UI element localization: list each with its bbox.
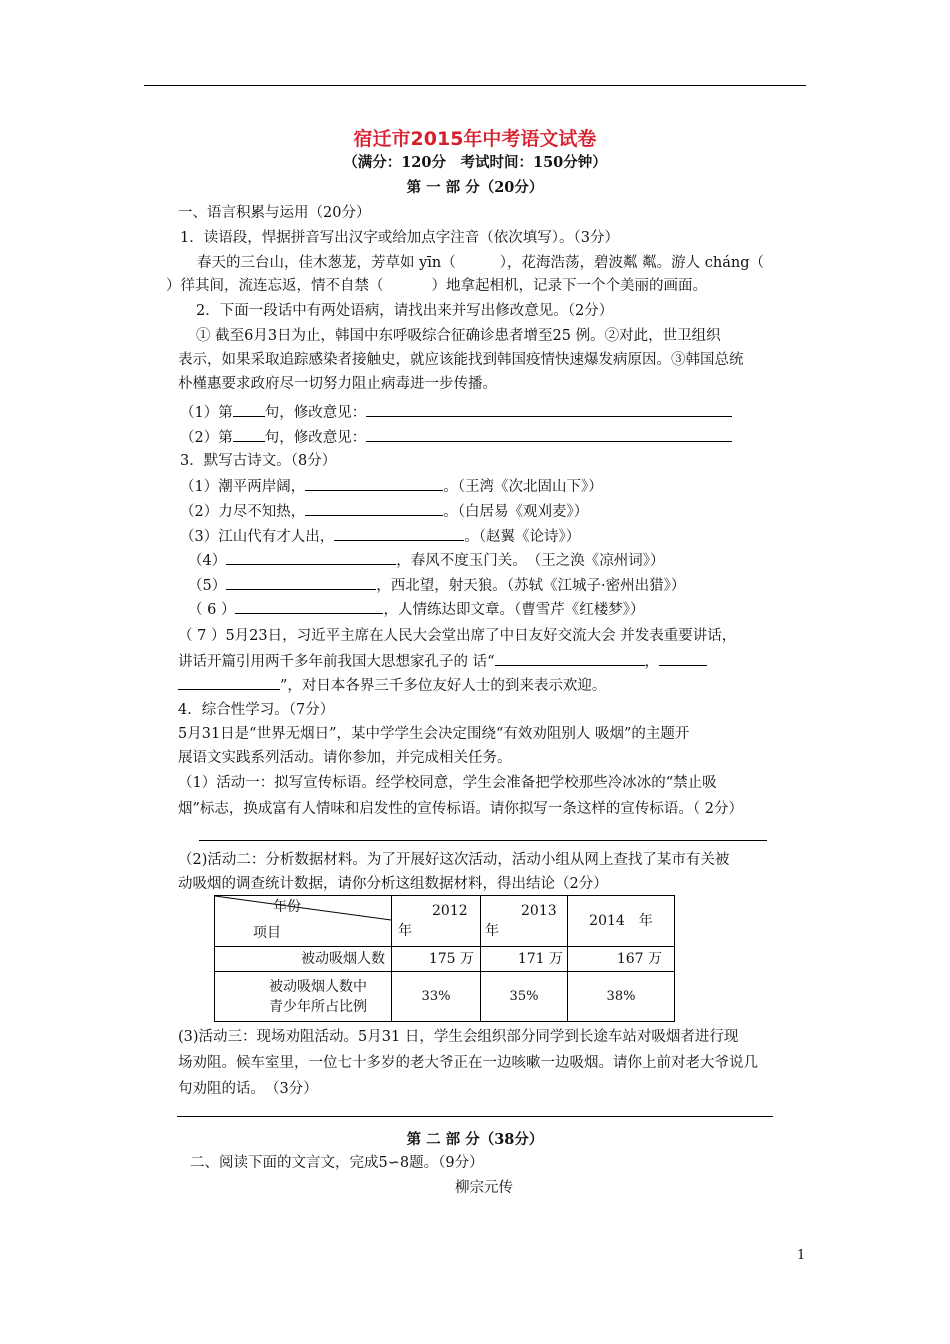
- q1-stem: 1．读语段，悍据拼音写出汉字或给加点字注音（依次填写）。（3分）: [180, 230, 619, 246]
- q2-answer1: （1）第 句，修改意见：: [180, 402, 732, 423]
- table-cell: 38%: [568, 972, 675, 1022]
- answer-blank[interactable]: [366, 427, 732, 442]
- section1-heading: 一、语言积累与运用（20分）: [178, 205, 371, 221]
- table-row: [215, 947, 675, 972]
- corner-label-year: 年份: [273, 899, 301, 915]
- q4-stem: 4．综合性学习。（7分）: [178, 702, 335, 718]
- q1-passage-line2: ）徉其间，流连忘返，情不自禁（ ）地拿起相机，记录下一个个美丽的画面。: [166, 278, 707, 294]
- answer-blank[interactable]: [233, 402, 265, 417]
- q2-text-line3: 朴槿惠要求政府尽一切努力阻止病毒进一步传播。: [178, 376, 497, 392]
- table-cell: 171 万: [481, 947, 568, 972]
- q3-line2: （2）力尽不知热， 。（白居易《观刈麦》）: [180, 501, 588, 522]
- table-row: [215, 896, 675, 947]
- section2-heading: 二、阅读下面的文言文，完成5∽8题。（9分）: [190, 1155, 484, 1171]
- q3-line4: （4） ，春风不度玉门关。 （王之涣《凉州词》）: [188, 550, 664, 571]
- q2-text-line2: 表示，如果采取追踪感染者接触史，就应该能找到韩国疫情快速爆发病原因。③韩国总统: [178, 352, 744, 368]
- table-cell: 175 万: [392, 947, 481, 972]
- slogan-answer-line[interactable]: [199, 840, 767, 841]
- answer-blank[interactable]: [233, 427, 265, 442]
- section-divider: [177, 1116, 773, 1117]
- smoking-data-table: [214, 895, 675, 1022]
- answer-blank[interactable]: [495, 651, 645, 666]
- q4-intro-line1: 5月31日是“世界无烟日”，某中学学生会决定围绕“有效劝阻别人 吸烟”的主题开: [178, 726, 690, 742]
- corner-label-item: 项目: [253, 925, 281, 941]
- q2-answer2: （2）第 句，修改意见：: [180, 427, 732, 448]
- exam-title: 宿迁市2015年中考语文试卷: [353, 128, 597, 150]
- answer-blank[interactable]: [178, 675, 280, 690]
- q4-activity3-line1: (3)活动三：现场劝阻活动。5月31 日，学生会组织部分同学到长途车站对吸烟者进行现: [178, 1029, 739, 1045]
- diagonal-divider: [215, 896, 391, 946]
- table-cell: 167 万: [568, 947, 675, 972]
- q3-line6: （ 6 ） ，人情练达即文章。（曹雪芹《红楼梦》）: [188, 599, 644, 620]
- header-rule: [144, 85, 806, 86]
- q2-stem: 2．下面一段话中有两处语病，请找出来并写出修改意见。（2分）: [196, 303, 614, 319]
- q3-line8: 讲话开篇引用两千多年前我国大思想家孔子的 话“ ，: [178, 651, 707, 672]
- table-cell: 33%: [392, 972, 481, 1022]
- corner-header-cell: [215, 896, 392, 947]
- q3-line5: （5） ，西北望，射天狼。（苏轼《江城子·密州出猎》）: [188, 575, 685, 596]
- row-label-passive-smokers: 被动吸烟人数: [215, 947, 392, 972]
- exam-subtitle: （满分：120分 考试时间：150分钟）: [343, 154, 607, 171]
- answer-blank[interactable]: [659, 651, 707, 666]
- q3-line9: ”，对日本各界三千多位友好人士的到来表示欢迎。: [178, 675, 606, 696]
- q4-activity2-line2: 动吸烟的调查统计数据，请你分析这组数据材料，得出结论（2分）: [178, 876, 608, 892]
- q4-intro-line2: 展语文实践系列活动。请你参加，并完成相关任务。: [178, 750, 512, 766]
- q3-stem: 3．默写古诗文。（8分）: [180, 453, 337, 469]
- answer-blank[interactable]: [366, 402, 732, 417]
- q2-text-line1: ① 截至6月3日为止，韩国中东呼吸综合征确诊患者增至25 例。②对此，世卫组织: [196, 328, 721, 344]
- answer-blank[interactable]: [334, 526, 464, 541]
- q4-activity3-line2: 场劝阻。候车室里，一位七十多岁的老大爷正在一边咳嗽一边吸烟。请你上前对老大爷说几: [178, 1055, 758, 1071]
- year-header-2014: 2014 年: [568, 896, 675, 947]
- table-row: [215, 972, 675, 1022]
- year-header-2012: 2012 年: [392, 896, 481, 947]
- answer-blank[interactable]: [226, 575, 376, 590]
- q4-activity1-line1: （1）活动一：拟写宣传标语。经学校同意，学生会准备把学校那些冷冰冰的“禁止吸: [178, 775, 717, 791]
- answer-blank[interactable]: [235, 599, 383, 614]
- answer-blank[interactable]: [305, 476, 443, 491]
- table-cell: 35%: [481, 972, 568, 1022]
- q4-activity3-line3: 句劝阻的话。 （3分）: [178, 1081, 318, 1097]
- passage-title: 柳宗元传: [455, 1180, 513, 1196]
- part2-heading: 第 二 部 分（38分）: [406, 1131, 544, 1148]
- q4-activity2-line1: （2)活动二：分析数据材料。为了开展好这次活动，活动小组从网上查找了某市有关被: [178, 852, 730, 868]
- year-header-2013: 2013 年: [481, 896, 568, 947]
- q1-passage-line1: 春天的三台山，佳木葱茏，芳草如 yīn（ ），花海浩荡，碧波粼 粼。游人 cháng（: [197, 255, 764, 271]
- q3-line7: （ 7 ）5月23日，习近平主席在人民大会堂出席了中日友好交流大会 并发表重要讲话，: [178, 628, 737, 644]
- answer-blank[interactable]: [305, 501, 443, 516]
- part1-heading: 第 一 部 分（20分）: [406, 179, 544, 196]
- q4-activity1-line2: 烟”标志，换成富有人情味和启发性的宣传标语。请你拟写一条这样的宣传标语。（ 2分）: [178, 801, 743, 817]
- row-label-youth-ratio: 被动吸烟人数中 青少年所占比例: [215, 972, 392, 1022]
- q3-line3: （3）江山代有才人出， 。（赵翼《论诗》）: [180, 526, 580, 547]
- page-number: 1: [797, 1248, 806, 1263]
- q3-line1: （1）潮平两岸阔， 。（王湾《次北固山下》）: [180, 476, 603, 497]
- answer-blank[interactable]: [226, 550, 396, 565]
